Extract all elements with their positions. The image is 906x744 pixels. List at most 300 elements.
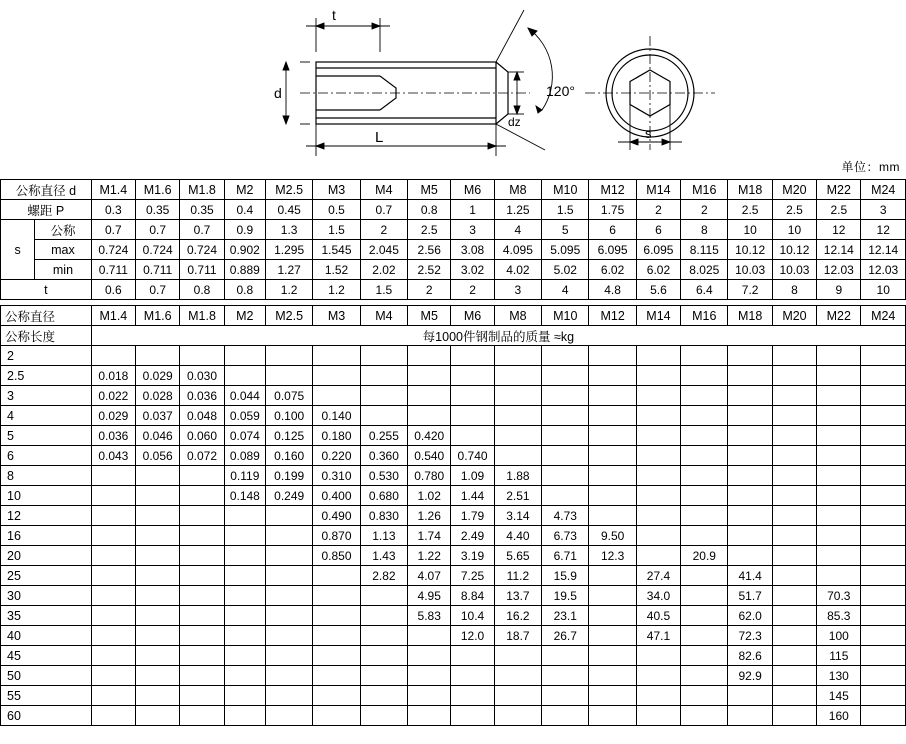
column-header-size: M8 (494, 180, 541, 200)
cell-mass (728, 546, 772, 566)
cell-pitch: 0.8 (408, 200, 451, 220)
cell-s-min: 1.52 (313, 260, 360, 280)
unit-note: 单位：mm (841, 160, 900, 174)
table-row (1, 526, 906, 546)
table-row (1, 706, 906, 726)
cell-mass: 0.074 (224, 426, 265, 446)
cell-mass: 5.65 (494, 546, 541, 566)
cell-s-min: 2.52 (408, 260, 451, 280)
cell-mass: 0.119 (224, 466, 265, 486)
cell-s-max: 12.14 (817, 240, 861, 260)
cell-mass (180, 526, 224, 546)
cell-mass: 0.140 (313, 406, 360, 426)
cell-mass (772, 606, 816, 626)
cell-pitch: 1 (451, 200, 494, 220)
cell-mass (180, 666, 224, 686)
cell-mass: 5.83 (408, 606, 451, 626)
cell-mass (408, 646, 451, 666)
cell-pitch: 2.5 (728, 200, 772, 220)
cell-mass: 0.028 (136, 386, 180, 406)
cell-mass (681, 346, 728, 366)
cell-mass: 1.43 (360, 546, 407, 566)
cell-nominal-length: 2.5 (1, 366, 92, 386)
cell-mass (589, 406, 636, 426)
cell-mass: 0.180 (313, 426, 360, 446)
cell-mass: 1.22 (408, 546, 451, 566)
column-header-size: M5 (408, 180, 451, 200)
column-header-size: M6 (451, 180, 494, 200)
cell-mass (360, 406, 407, 426)
cell-s-max: 0.902 (224, 240, 265, 260)
cell-mass (728, 446, 772, 466)
cell-mass: 16.2 (494, 606, 541, 626)
cell-t: 2 (451, 280, 494, 300)
cell-mass (636, 386, 680, 406)
cell-mass (494, 406, 541, 426)
cell-mass (817, 566, 861, 586)
table-row (1, 326, 906, 346)
cell-mass: 0.160 (265, 446, 312, 466)
cell-mass: 0.680 (360, 486, 407, 506)
cell-mass: 0.022 (91, 386, 135, 406)
cell-mass (265, 646, 312, 666)
cell-nominal-length: 12 (1, 506, 92, 526)
cell-nominal-length: 16 (1, 526, 92, 546)
cell-mass (180, 626, 224, 646)
cell-pitch: 0.35 (136, 200, 180, 220)
cell-mass (861, 646, 906, 666)
cell-mass: 115 (817, 646, 861, 666)
cell-mass (636, 466, 680, 486)
cell-mass: 0.255 (360, 426, 407, 446)
table-row (1, 606, 906, 626)
table-row (1, 406, 906, 426)
cell-pitch: 1.5 (542, 200, 589, 220)
cell-pitch: 0.5 (313, 200, 360, 220)
cell-mass: 1.74 (408, 526, 451, 546)
cell-mass (861, 526, 906, 546)
cell-mass (313, 606, 360, 626)
cell-mass (589, 606, 636, 626)
cell-mass (224, 706, 265, 726)
cell-mass (360, 366, 407, 386)
cell-mass (451, 686, 494, 706)
cell-pitch: 2 (681, 200, 728, 220)
cell-mass: 0.060 (180, 426, 224, 446)
cell-mass: 34.0 (636, 586, 680, 606)
cell-mass (180, 486, 224, 506)
cell-mass (772, 626, 816, 646)
cell-mass: 0.220 (313, 446, 360, 466)
cell-mass (861, 666, 906, 686)
cell-mass (817, 506, 861, 526)
cell-mass (772, 506, 816, 526)
cell-mass: 41.4 (728, 566, 772, 586)
cell-mass (360, 586, 407, 606)
cell-mass (861, 686, 906, 706)
cell-mass (91, 586, 135, 606)
cell-s-nominal: 6 (589, 220, 636, 240)
cell-t: 8 (772, 280, 816, 300)
cell-s-nominal: 12 (861, 220, 906, 240)
cell-mass (360, 386, 407, 406)
cell-mass (542, 386, 589, 406)
cell-mass (91, 646, 135, 666)
cell-mass (91, 506, 135, 526)
column-header-size: M10 (542, 180, 589, 200)
cell-mass (772, 486, 816, 506)
column-header-size: M2 (224, 180, 265, 200)
cell-mass (224, 346, 265, 366)
cell-mass (451, 426, 494, 446)
table-row (1, 346, 906, 366)
column-header-size: M3 (313, 180, 360, 200)
cell-mass: 85.3 (817, 606, 861, 626)
cell-mass (542, 706, 589, 726)
cell-mass (589, 686, 636, 706)
cell-mass (224, 526, 265, 546)
cell-s-nominal: 1.5 (313, 220, 360, 240)
cell-mass: 3.14 (494, 506, 541, 526)
cell-t: 2 (408, 280, 451, 300)
cell-s-max: 3.08 (451, 240, 494, 260)
cell-mass: 4.07 (408, 566, 451, 586)
cell-mass (589, 706, 636, 726)
cell-mass (451, 386, 494, 406)
cell-mass (772, 686, 816, 706)
cell-mass (180, 546, 224, 566)
cell-mass (772, 666, 816, 686)
cell-mass (681, 566, 728, 586)
dim-label-L: L (375, 129, 384, 146)
cell-mass (224, 506, 265, 526)
cell-mass (861, 346, 906, 366)
cell-mass (636, 706, 680, 726)
cell-mass: 0.199 (265, 466, 312, 486)
cell-mass (91, 466, 135, 486)
cell-s-nominal: 6 (636, 220, 680, 240)
cell-mass (224, 586, 265, 606)
cell-mass (817, 386, 861, 406)
cell-mass (728, 486, 772, 506)
cell-pitch: 2.5 (817, 200, 861, 220)
cell-t: 6.4 (681, 280, 728, 300)
table-row (1, 586, 906, 606)
cell-mass (91, 526, 135, 546)
cell-s-min: 2.02 (360, 260, 407, 280)
cell-mass (728, 506, 772, 526)
mass-note: 每1000件钢制品的质量 ≈kg (91, 326, 905, 346)
cell-t: 0.6 (91, 280, 135, 300)
cell-mass (542, 486, 589, 506)
cell-mass (817, 446, 861, 466)
cell-mass (494, 426, 541, 446)
cell-s-nominal: 5 (542, 220, 589, 240)
cell-mass: 0.490 (313, 506, 360, 526)
technical-drawing (0, 0, 906, 178)
table-row (1, 386, 906, 406)
cell-s-max: 10.12 (728, 240, 772, 260)
cell-mass (589, 446, 636, 466)
cell-mass (408, 386, 451, 406)
column-header-size: M24 (861, 180, 906, 200)
cell-mass (589, 586, 636, 606)
cell-nominal-length: 3 (1, 386, 92, 406)
cell-mass (772, 366, 816, 386)
cell-s-max: 12.14 (861, 240, 906, 260)
cell-mass: 0.830 (360, 506, 407, 526)
cell-s-min: 6.02 (589, 260, 636, 280)
cell-mass: 40.5 (636, 606, 680, 626)
cell-mass: 0.036 (91, 426, 135, 446)
cell-mass (408, 626, 451, 646)
cell-mass (313, 646, 360, 666)
cell-mass (451, 406, 494, 426)
table-row (1, 446, 906, 466)
cell-mass (772, 706, 816, 726)
cell-mass (360, 686, 407, 706)
cell-mass: 1.09 (451, 466, 494, 486)
cell-mass (313, 626, 360, 646)
cell-mass (772, 566, 816, 586)
cell-mass (861, 466, 906, 486)
cell-mass: 0.048 (180, 406, 224, 426)
cell-mass (451, 366, 494, 386)
cell-mass: 0.100 (265, 406, 312, 426)
table-row (1, 180, 906, 200)
cell-mass (542, 466, 589, 486)
dim-label-angle: 120° (546, 83, 575, 99)
cell-mass (91, 666, 135, 686)
cell-s-max: 0.724 (136, 240, 180, 260)
cell-mass: 10.4 (451, 606, 494, 626)
cell-nominal-length: 60 (1, 706, 92, 726)
table-row (1, 240, 906, 260)
cell-mass (772, 446, 816, 466)
cell-mass (265, 546, 312, 566)
cell-mass: 51.7 (728, 586, 772, 606)
cell-mass (772, 466, 816, 486)
cell-mass (136, 666, 180, 686)
cell-nominal-length: 2 (1, 346, 92, 366)
cell-mass: 0.030 (180, 366, 224, 386)
column-header-size: M10 (542, 306, 589, 326)
cell-mass: 92.9 (728, 666, 772, 686)
cell-mass (772, 386, 816, 406)
column-header-size: M14 (636, 306, 680, 326)
cell-mass (861, 506, 906, 526)
cell-s-max: 2.56 (408, 240, 451, 260)
cell-mass: 0.046 (136, 426, 180, 446)
cell-mass: 130 (817, 666, 861, 686)
cell-mass (589, 666, 636, 686)
cell-s-nominal: 2 (360, 220, 407, 240)
cell-mass: 0.740 (451, 446, 494, 466)
cell-nominal-length: 45 (1, 646, 92, 666)
cell-mass (636, 526, 680, 546)
cell-mass: 1.44 (451, 486, 494, 506)
table-row (1, 566, 906, 586)
cell-s-min: 3.02 (451, 260, 494, 280)
row-label-s-max: max (35, 240, 91, 260)
cell-mass (408, 366, 451, 386)
cell-mass: 1.26 (408, 506, 451, 526)
cell-pitch: 0.7 (360, 200, 407, 220)
row-label-s-nominal: 公称 (35, 220, 91, 240)
cell-s-nominal: 2.5 (408, 220, 451, 240)
cell-s-max: 1.295 (265, 240, 312, 260)
column-header-size: M6 (451, 306, 494, 326)
cell-mass (180, 706, 224, 726)
cell-mass: 0.850 (313, 546, 360, 566)
cell-mass (360, 346, 407, 366)
cell-s-min: 0.889 (224, 260, 265, 280)
column-header-size: M1.4 (91, 306, 135, 326)
cell-nominal-length: 10 (1, 486, 92, 506)
cell-s-nominal: 8 (681, 220, 728, 240)
cell-mass: 11.2 (494, 566, 541, 586)
cell-s-max: 4.095 (494, 240, 541, 260)
cell-mass: 82.6 (728, 646, 772, 666)
cell-s-nominal: 10 (772, 220, 816, 240)
cell-mass (636, 406, 680, 426)
cell-mass (265, 686, 312, 706)
cell-mass (91, 486, 135, 506)
cell-mass (589, 366, 636, 386)
cell-s-nominal: 0.7 (180, 220, 224, 240)
cell-mass: 1.88 (494, 466, 541, 486)
cell-mass (861, 546, 906, 566)
cell-s-max: 8.115 (681, 240, 728, 260)
cell-mass (360, 706, 407, 726)
cell-t: 1.2 (265, 280, 312, 300)
cell-mass (636, 426, 680, 446)
cell-mass (180, 606, 224, 626)
cell-mass (589, 426, 636, 446)
cell-mass (180, 346, 224, 366)
cell-mass (451, 646, 494, 666)
cell-t: 4 (542, 280, 589, 300)
cell-mass (772, 546, 816, 566)
cell-mass (542, 366, 589, 386)
cell-mass (180, 646, 224, 666)
cell-mass: 62.0 (728, 606, 772, 626)
cell-s-max: 10.12 (772, 240, 816, 260)
cell-s-min: 4.02 (494, 260, 541, 280)
cell-mass (542, 406, 589, 426)
cell-mass (265, 506, 312, 526)
column-header-size: M2.5 (265, 180, 312, 200)
cell-nominal-length: 30 (1, 586, 92, 606)
cell-mass (681, 586, 728, 606)
cell-mass (861, 606, 906, 626)
cell-t: 1.2 (313, 280, 360, 300)
cell-pitch: 0.4 (224, 200, 265, 220)
cell-mass (180, 586, 224, 606)
cell-mass: 70.3 (817, 586, 861, 606)
cell-mass (136, 686, 180, 706)
cell-mass (589, 626, 636, 646)
cell-mass: 0.249 (265, 486, 312, 506)
cell-mass (681, 606, 728, 626)
cell-t: 1.5 (360, 280, 407, 300)
table-row (1, 506, 906, 526)
cell-pitch: 0.3 (91, 200, 135, 220)
cell-mass (360, 646, 407, 666)
cell-mass (861, 706, 906, 726)
cell-mass: 23.1 (542, 606, 589, 626)
cell-s-nominal: 0.7 (91, 220, 135, 240)
cell-mass (136, 586, 180, 606)
cell-s-nominal: 3 (451, 220, 494, 240)
cell-mass (772, 526, 816, 546)
table-row (1, 626, 906, 646)
cell-mass (772, 346, 816, 366)
column-header-size: M1.8 (180, 306, 224, 326)
cell-mass: 7.25 (451, 566, 494, 586)
cell-s-max: 1.545 (313, 240, 360, 260)
column-header-size: M4 (360, 180, 407, 200)
cell-t: 0.8 (224, 280, 265, 300)
cell-s-min: 0.711 (136, 260, 180, 280)
cell-mass (136, 566, 180, 586)
cell-mass (817, 466, 861, 486)
cell-mass (224, 646, 265, 666)
cell-mass (681, 386, 728, 406)
cell-mass (636, 666, 680, 686)
cell-mass (861, 586, 906, 606)
cell-mass (360, 666, 407, 686)
cell-s-max: 0.724 (91, 240, 135, 260)
row-label-t: t (1, 280, 92, 300)
cell-mass (91, 606, 135, 626)
cell-mass (728, 406, 772, 426)
cell-pitch: 2 (636, 200, 680, 220)
column-header-size: M4 (360, 306, 407, 326)
cell-mass (313, 386, 360, 406)
cell-mass: 0.037 (136, 406, 180, 426)
cell-mass: 0.059 (224, 406, 265, 426)
cell-mass (136, 506, 180, 526)
cell-mass (542, 446, 589, 466)
cell-mass: 9.50 (589, 526, 636, 546)
cell-s-nominal: 12 (817, 220, 861, 240)
column-header-size: M1.6 (136, 306, 180, 326)
column-header-size: M2 (224, 306, 265, 326)
cell-s-nominal: 4 (494, 220, 541, 240)
cell-mass (451, 346, 494, 366)
cell-mass: 26.7 (542, 626, 589, 646)
row-label-pitch: 螺距 P (1, 200, 92, 220)
cell-mass: 27.4 (636, 566, 680, 586)
cell-mass (728, 686, 772, 706)
cell-mass (451, 666, 494, 686)
cell-mass (180, 686, 224, 706)
dim-label-t: t (332, 7, 336, 23)
cell-mass: 145 (817, 686, 861, 706)
cell-t: 0.8 (180, 280, 224, 300)
cell-mass (589, 566, 636, 586)
cell-t: 4.8 (589, 280, 636, 300)
cell-mass (136, 486, 180, 506)
cell-mass (681, 666, 728, 686)
cell-mass (589, 346, 636, 366)
column-header-size: M3 (313, 306, 360, 326)
cell-mass (136, 706, 180, 726)
cell-mass (681, 706, 728, 726)
cell-mass (728, 526, 772, 546)
table-row (1, 646, 906, 666)
